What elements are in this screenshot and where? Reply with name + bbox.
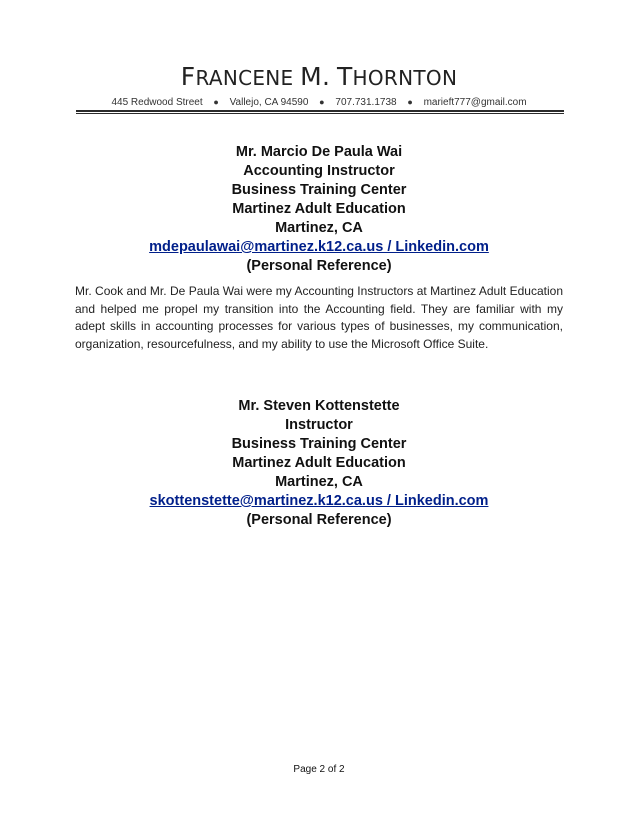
reference-name: Mr. Marcio De Paula Wai bbox=[235, 144, 403, 160]
name-initial-last: T bbox=[336, 62, 353, 91]
reference-location: Martinez, CA bbox=[275, 220, 363, 236]
reference-location: Martinez, CA bbox=[275, 474, 363, 490]
email: marieft777@gmail.com bbox=[423, 97, 527, 108]
reference-block bbox=[0, 143, 638, 276]
page-number: Page 2 of 2 bbox=[293, 764, 345, 775]
reference-paragraph: Mr. Cook and Mr. De Paula Wai were my Accounting Instructors at Martinez Adult Education and helped me propel my transition into the Accounting field. They are familiar with my adept skills in accounting processes for various types of businesses, my communication, organization, resourcefulness, and my ability to use the Microsoft Office Suite. bbox=[75, 284, 563, 351]
bullet-icon: ● bbox=[319, 97, 325, 107]
city: Vallejo, CA 94590 bbox=[229, 97, 309, 108]
header-divider bbox=[76, 110, 564, 114]
reference-org: Business Training Center bbox=[231, 182, 407, 198]
reference-org: Business Training Center bbox=[231, 436, 407, 452]
reference-contact-link[interactable]: mdepaulawai@martinez.k12.ca.us / Linkedin.com bbox=[149, 239, 489, 255]
reference-type: (Personal Reference) bbox=[246, 512, 392, 528]
name-initial-first: F bbox=[180, 62, 196, 91]
name-middle: M. bbox=[300, 62, 331, 91]
name-first-rest: RANCENE bbox=[195, 66, 294, 90]
reference-title: Accounting Instructor bbox=[243, 163, 395, 179]
applicant-name bbox=[0, 62, 638, 91]
bullet-icon: ● bbox=[213, 97, 219, 107]
reference-contact-link[interactable]: skottenstette@martinez.k12.ca.us / Linkedin.com bbox=[149, 493, 489, 509]
contact-line bbox=[0, 97, 638, 108]
reference-block bbox=[0, 397, 638, 530]
reference-name: Mr. Steven Kottenstette bbox=[238, 398, 400, 414]
reference-title: Instructor bbox=[285, 417, 353, 433]
phone: 707.731.1738 bbox=[335, 97, 397, 108]
reference-type: (Personal Reference) bbox=[246, 258, 392, 274]
address: 445 Redwood Street bbox=[111, 97, 203, 108]
name-last-rest: HORNTON bbox=[352, 66, 458, 90]
bullet-icon: ● bbox=[407, 97, 413, 107]
reference-school: Martinez Adult Education bbox=[232, 455, 406, 471]
reference-school: Martinez Adult Education bbox=[232, 201, 406, 217]
